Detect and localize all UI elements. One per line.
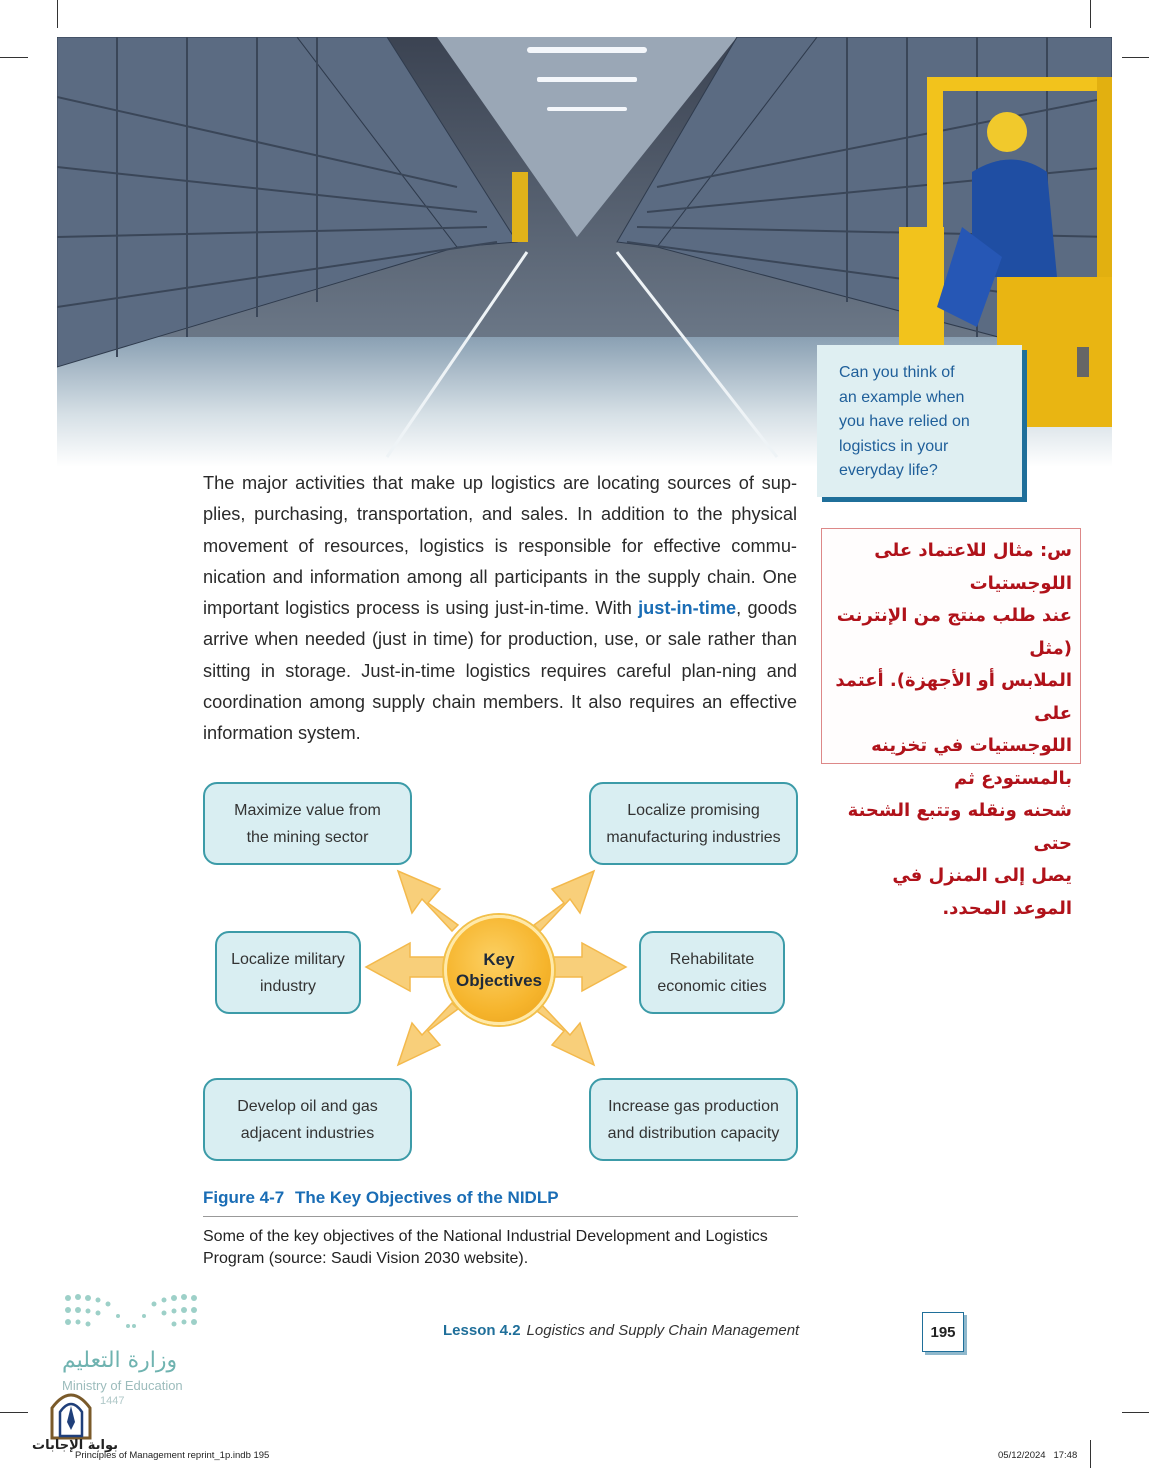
arrow-up-left [398, 871, 458, 931]
body-paragraph: The major activities that make up logistics are locating sources of sup-plies, purchasing, transportation, and sales. In addition to the physical movement of resources, logistics is responsible for effective commu-nication and information among all participants in the supply chain. One important logistics process is using just-in-time. With just-in-time, goods arrive when needed (just in time) for production, use, or sale rather than sitting in storage. Just-in-time logistics requires careful plan-ning and coordination among supply chain members. It also requires an effective information system. [203, 473, 797, 744]
crop-mark [57, 0, 58, 28]
footer-lesson: Lesson 4.2 Logistics and Supply Chain Management [443, 1322, 800, 1339]
ministry-logo-icon [62, 1292, 200, 1340]
key-term: just-in-time [638, 598, 737, 619]
figure-caption: Some of the key objectives of the National Industrial Development and Logistics Program (source: Saudi Vision 2030 website). [203, 1228, 768, 1267]
crop-mark [1090, 1440, 1091, 1468]
arrow-right [546, 943, 626, 991]
page-number: 195 [922, 1312, 964, 1352]
figure-title: Figure 4-7 The Key Objectives of the NIDLP [203, 1188, 559, 1207]
objective-manufacturing: Localize promising manufacturing industries [589, 782, 798, 865]
objective-military: Localize military industry [215, 931, 361, 1014]
arrow-left [366, 943, 446, 991]
key-objectives-hub: Key Objectives [444, 915, 554, 1025]
objective-mining: Maximize value from the mining sector [203, 782, 412, 865]
print-timestamp: 05/12/2024 17:48 [998, 1450, 1078, 1461]
arrow-up-right [534, 871, 594, 931]
crop-mark [1090, 0, 1091, 28]
crop-mark [1122, 57, 1149, 58]
objective-oil-gas: Develop oil and gas adjacent industries [203, 1078, 412, 1161]
discussion-callout [817, 345, 1022, 497]
print-slug: Principles of Management reprint_1p.indb 195 [75, 1450, 270, 1461]
key-objectives-diagram [190, 775, 810, 1175]
arrow-down-right [534, 1003, 594, 1065]
callout-question: Can you think of an example when you have relied on logistics in your everyday life? [839, 364, 970, 479]
figure-divider [203, 1216, 798, 1217]
objective-economic-cities: Rehabilitate economic cities [639, 931, 785, 1014]
handwritten-answer-note: س: مثال للاعتماد على اللوجستيات عند طلب منتج من الإنترنت (مثل الملابس أو الأجهزة). أعتمد على اللوجستيات في تخزينه بالمستودع ثم شحنه ونقله وتتبع الشحنة حتى يصل إلى المنزل في الموعد المحدد. [821, 528, 1081, 764]
objective-gas-production: Increase gas production and distribution capacity [589, 1078, 798, 1161]
ministry-year: 1447 [100, 1395, 125, 1407]
ministry-name-arabic: وزارة التعليم [62, 1348, 178, 1373]
crop-mark [0, 1412, 28, 1413]
ministry-name-english: Ministry of Education [62, 1378, 183, 1393]
crop-mark [1122, 1412, 1149, 1413]
crop-mark [0, 57, 28, 58]
portal-logo-icon [48, 1388, 94, 1440]
arrow-down-left [398, 1003, 458, 1065]
portal-watermark: بوابة الإجابات [32, 1438, 118, 1453]
